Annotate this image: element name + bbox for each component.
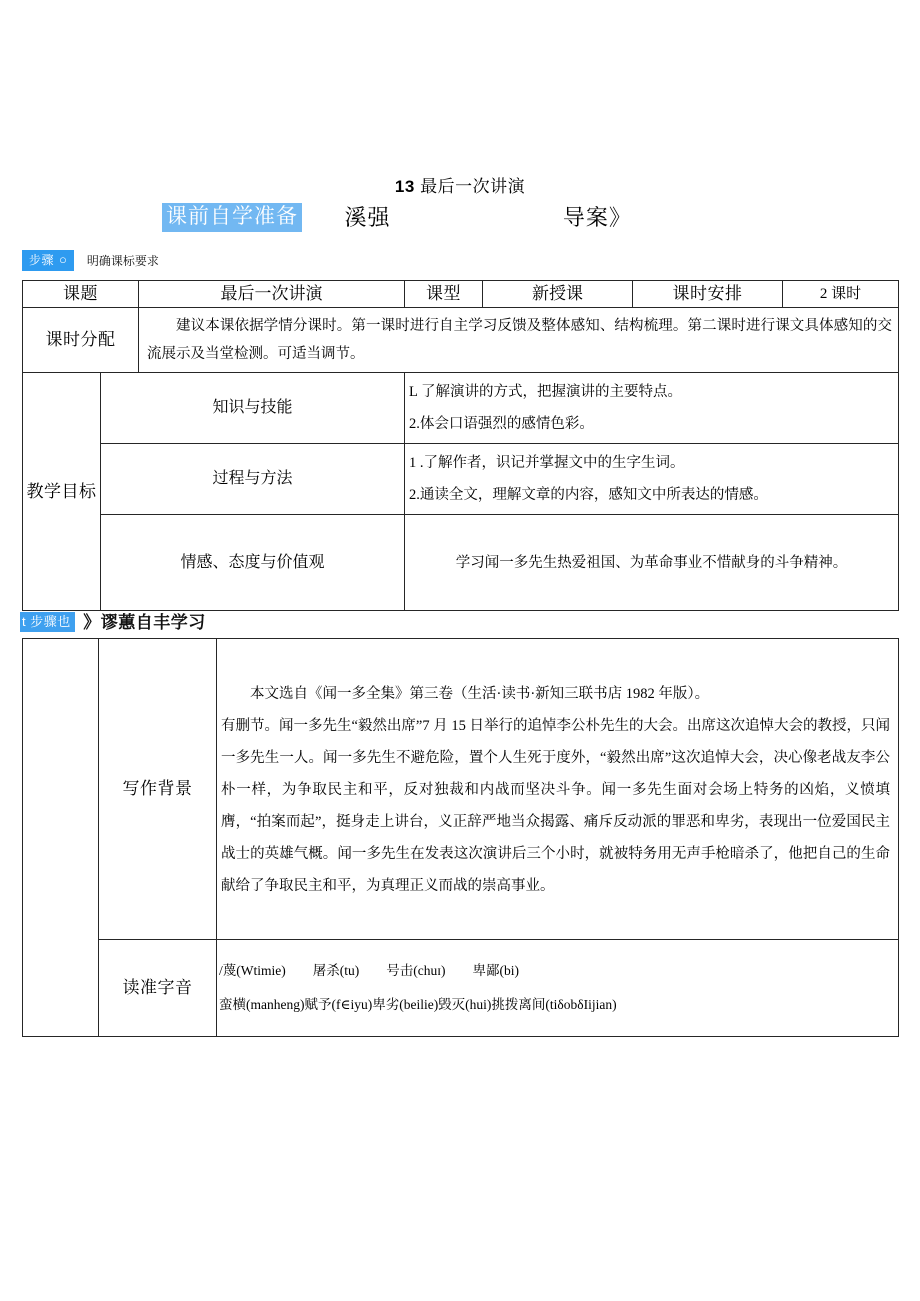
step-two-text: 》谬蕙自丰学习 <box>83 612 206 632</box>
cell-type-value: 新授课 <box>483 281 633 308</box>
circle-icon: ○ <box>59 252 68 267</box>
cell-hours-label: 课时安排 <box>633 281 783 308</box>
goal-1-line-1: 2.通读全文，理解文章的内容，感知文中所表达的情感。 <box>409 487 768 503</box>
table-row <box>23 639 899 940</box>
goal-1-line-0: 1 .了解作者，识记并掌握文中的生字生词。 <box>409 455 685 471</box>
cell-type-label: 课型 <box>405 281 483 308</box>
background-paragraph-2: 有删节。闻一多先生“毅然出席”7 月 15 日举行的追悼李公朴先生的大会。出席这次追悼大会的教授，只闻一多先生一人。闻一多先生不避危险，置个人生死于度外，“毅然出席”这次追悼大会，决心像老战友李公朴一样，为争取民主和平，反对独裁和内战而坚决斗争。闻一多先生面对会场上特务的凶焰，义愤填膺，“拍案而起”，挺身走上讲台，义正辞严地当众揭露、痛斥反动派的罪恶和卑劣，表现出一位爱国民主战士的英雄气概。闻一多先生在发表这次演讲后三个小时，就被特务用无声手枪暗杀了，他把自己的生命献给了争取民主和平，为真理正义而战的崇高事业。 <box>221 718 890 894</box>
background-paragraph-1: 本文选自《闻一多全集》第三卷（生活·读书·新知三联书店 1982 年版）。 <box>250 686 710 702</box>
table-row <box>23 373 899 444</box>
cell-goals-label <box>23 373 101 611</box>
goals-label-text: 教学目标 <box>26 481 97 501</box>
cell-goal-2-body <box>405 515 899 611</box>
pre-study-table <box>22 638 899 1037</box>
step-two-banner <box>20 612 206 632</box>
pronunciation-line-1: /蔑(Wtimie) 屠杀(tu) 号击(chuɪ) 卑鄙(bi) <box>219 963 519 978</box>
step-two-chip <box>20 612 75 632</box>
table-row <box>23 515 899 611</box>
title-text: 最后一次讲演 <box>420 177 526 196</box>
cell-hours-value: 2 课时 <box>783 281 899 308</box>
step-two-chip-prefix: t <box>22 614 27 629</box>
cell-topic-value: 最后一次讲演 <box>139 281 405 308</box>
subtitle-row <box>162 203 862 235</box>
cell-allocation-label: 课时分配 <box>23 308 139 373</box>
table-row <box>23 940 899 1037</box>
step-two-chip-label: 步骤也 <box>30 614 71 629</box>
step-one-chip-label: 步骤 <box>29 253 55 267</box>
cell-allocation-text <box>139 308 899 373</box>
cell-goal-1-body <box>405 444 899 515</box>
goal-0-line-0: L 了解演讲的方式，把握演讲的主要特点。 <box>409 384 682 400</box>
title-number: 13 <box>394 177 415 196</box>
lesson-info-table <box>22 280 899 611</box>
step-one-banner <box>22 250 159 271</box>
cell-spacer <box>23 639 99 1037</box>
cell-background-text <box>217 639 899 940</box>
cell-background-label: 写作背景 <box>99 639 217 940</box>
goal-2-line-0: 学习闻一多先生热爱祖国、为革命事业不惜献身的斗争精神。 <box>455 554 848 571</box>
allocation-paragraph: 建议本课依据学情分课时。第一课时进行自主学习反馈及整体感知、结构梳理。第二课时进行课文具体感知的交流展示及当堂检测。可适当调节。 <box>147 318 892 362</box>
step-one-text: 明确课标要求 <box>86 253 159 268</box>
step-one-chip <box>22 250 74 271</box>
cell-pronunciation-text <box>217 940 899 1037</box>
goal-0-line-1: 2.体会口语强烈的感情色彩。 <box>409 416 594 432</box>
cell-goal-2-label: 情感、态度与价值观 <box>101 515 405 611</box>
cell-goal-0-label: 知识与技能 <box>101 373 405 444</box>
table-row <box>23 444 899 515</box>
cell-goal-1-label: 过程与方法 <box>101 444 405 515</box>
pronunciation-line-2: 蛮横(manheng)赋予(f∈iyu)卑劣(beilie)毁灭(hui)挑拨离间(tiδobδIijian) <box>219 997 617 1012</box>
subtitle-middle-text: 溪强 <box>344 204 391 230</box>
cell-topic-label: 课题 <box>23 281 139 308</box>
cell-pronunciation-label: 读准字音 <box>99 940 217 1037</box>
table-row <box>23 308 899 373</box>
page-title <box>0 172 920 197</box>
cell-goal-0-body <box>405 373 899 444</box>
table-row <box>23 281 899 308</box>
subtitle-highlight-badge: 课前自学准备 <box>162 203 302 232</box>
subtitle-right-text: 导案》 <box>562 204 632 230</box>
